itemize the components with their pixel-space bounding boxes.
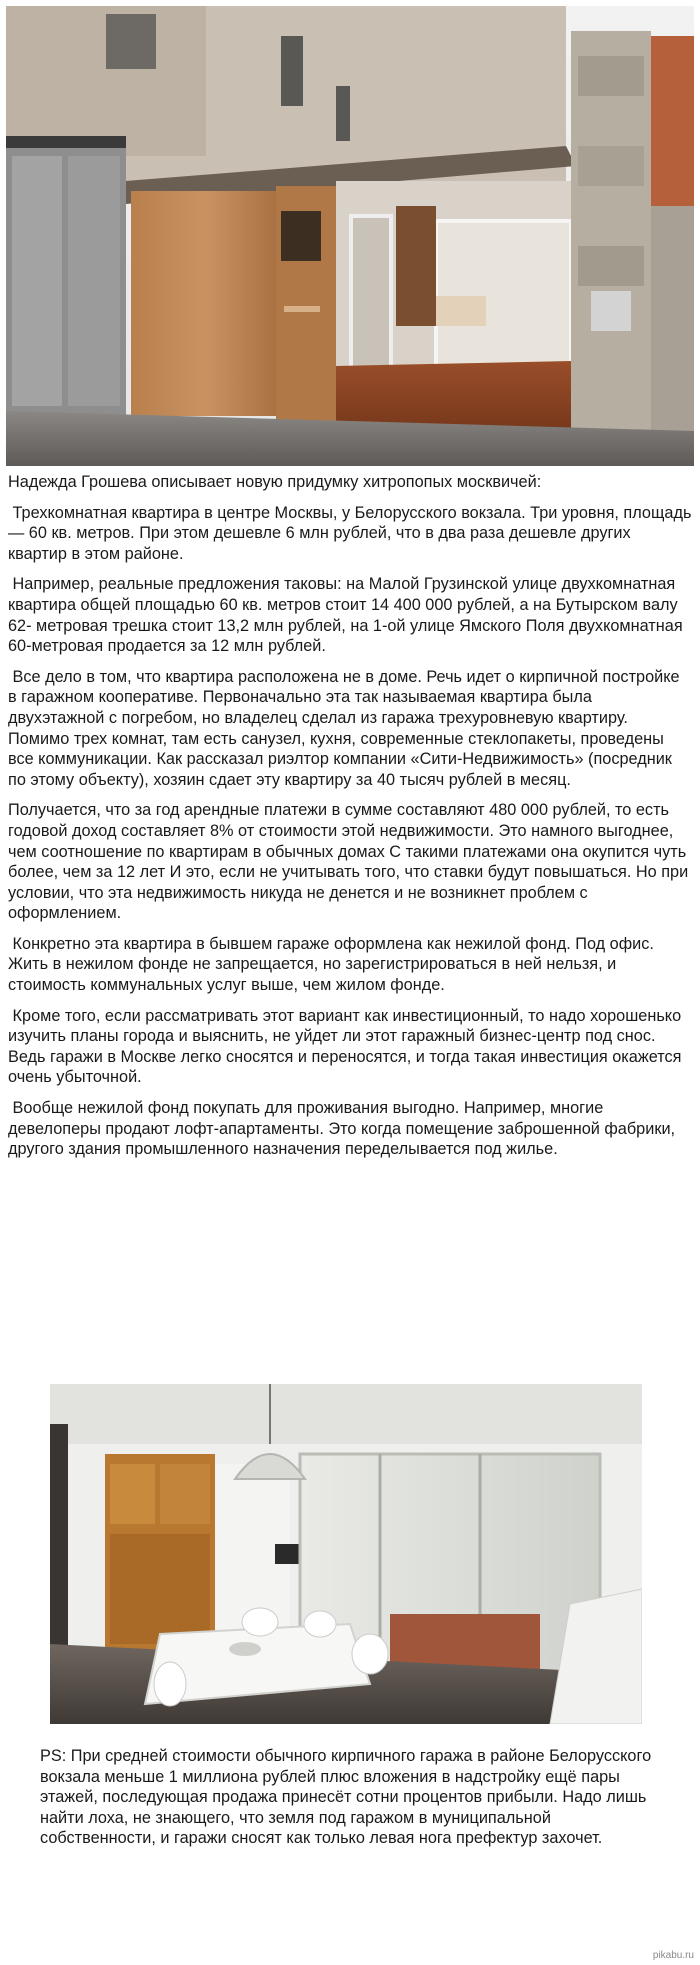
ps-note: PS: При средней стоимости обычного кирпичного гаража в районе Белорусского вокзала меньше 1 миллиона рублей плюс вложения в надстройку ещё пары этажей, последующая продажа принесёт сотни процентов прибыли. Надо лишь найти лоха, не знающего, что земля под гаражом в муниципальной собственности, и гаражи сносят как только левая нога префектур захочет. — [40, 1747, 652, 1848]
article-paragraph: Получается, что за год арендные платежи в сумме составляют 480 000 рублей, то есть годовой доход составляет 8% от стоимости этой недвижимости. Это намного выгоднее, чем соотношение по квартирам в обычных домах С такими платежами она окупится чуть более, чем за 12 лет И это, если не учитывать того, что ставки будут повышаться. Но при условии, что эта недвижимость никуда не денется и не возникнет проблем с оформлением. — [8, 801, 693, 923]
article-paragraph: Конкретно эта квартира в бывшем гараже оформлена как нежилой фонд. Под офис. Жить в нежилом фонде не запрещается, но зарегистрироваться в ней нельзя, и стоимость коммунальных услуг выше, чем жилом фонде. — [8, 934, 659, 995]
interior-photo — [50, 1384, 642, 1724]
article-paragraph: Например, реальные предложения таковы: на Малой Грузинской улице двухкомнатная квартира общей площадью 60 кв. метров стоит 14 400 000 рублей, а на Бутырском валу 62- метровая трешка стоит 13,2 млн рублей, на 1-ой улице Ямского Поля двухкомнатная 60-метровая продается за 12 млн рублей. — [8, 575, 688, 656]
garage-exterior-photo — [6, 6, 694, 466]
article-body — [8, 472, 696, 1170]
article-paragraph: Кроме того, если рассматривать этот вариант как инвестиционный, то надо хорошенько изучить планы города и выяснить, не уйдет ли этот гаражный бизнес-центр под снос. Ведь гаражи в Москве легко сносятся и переносятся, и тогда такая инвестиция окажется очень убыточной. — [8, 1006, 687, 1087]
watermark: pikabu.ru — [652, 1950, 694, 1961]
article-paragraph: Вообще нежилой фонд покупать для проживания выгодно. Например, многие девелоперы продают лофт-апартаменты. Это когда помещение заброшенной фабрики, другого здания промышленного назначения переделывается под жилье. — [8, 1099, 680, 1159]
article-paragraph: Все дело в том, что квартира расположена не в доме. Речь идет о кирпичной постройке в гаражном кооперативе. Первоначально эта так называемая квартира была двухэтажной с погребом, но владелец сделал из гаража трехуровневую квартиру. Помимо трех комнат, там есть санузел, кухня, современные стеклопакеты, проведены все коммуникации. Как рассказал риэлтор компании «Сити-Недвижимость» (посредник по этому объекту), хозяин сдает эту квартиру за 40 тысяч рублей в месяц. — [8, 667, 685, 789]
article-paragraph: Трехкомнатная квартира в центре Москвы, у Белорусского вокзала. Три уровня, площадь — 60 кв. метров. При этом дешевле 6 млн рублей, что в два раза дешевле других квартир в этом районе. — [8, 503, 696, 563]
article-paragraph: Надежда Грошева описывает новую придумку хитропопых москвичей: — [8, 473, 542, 491]
